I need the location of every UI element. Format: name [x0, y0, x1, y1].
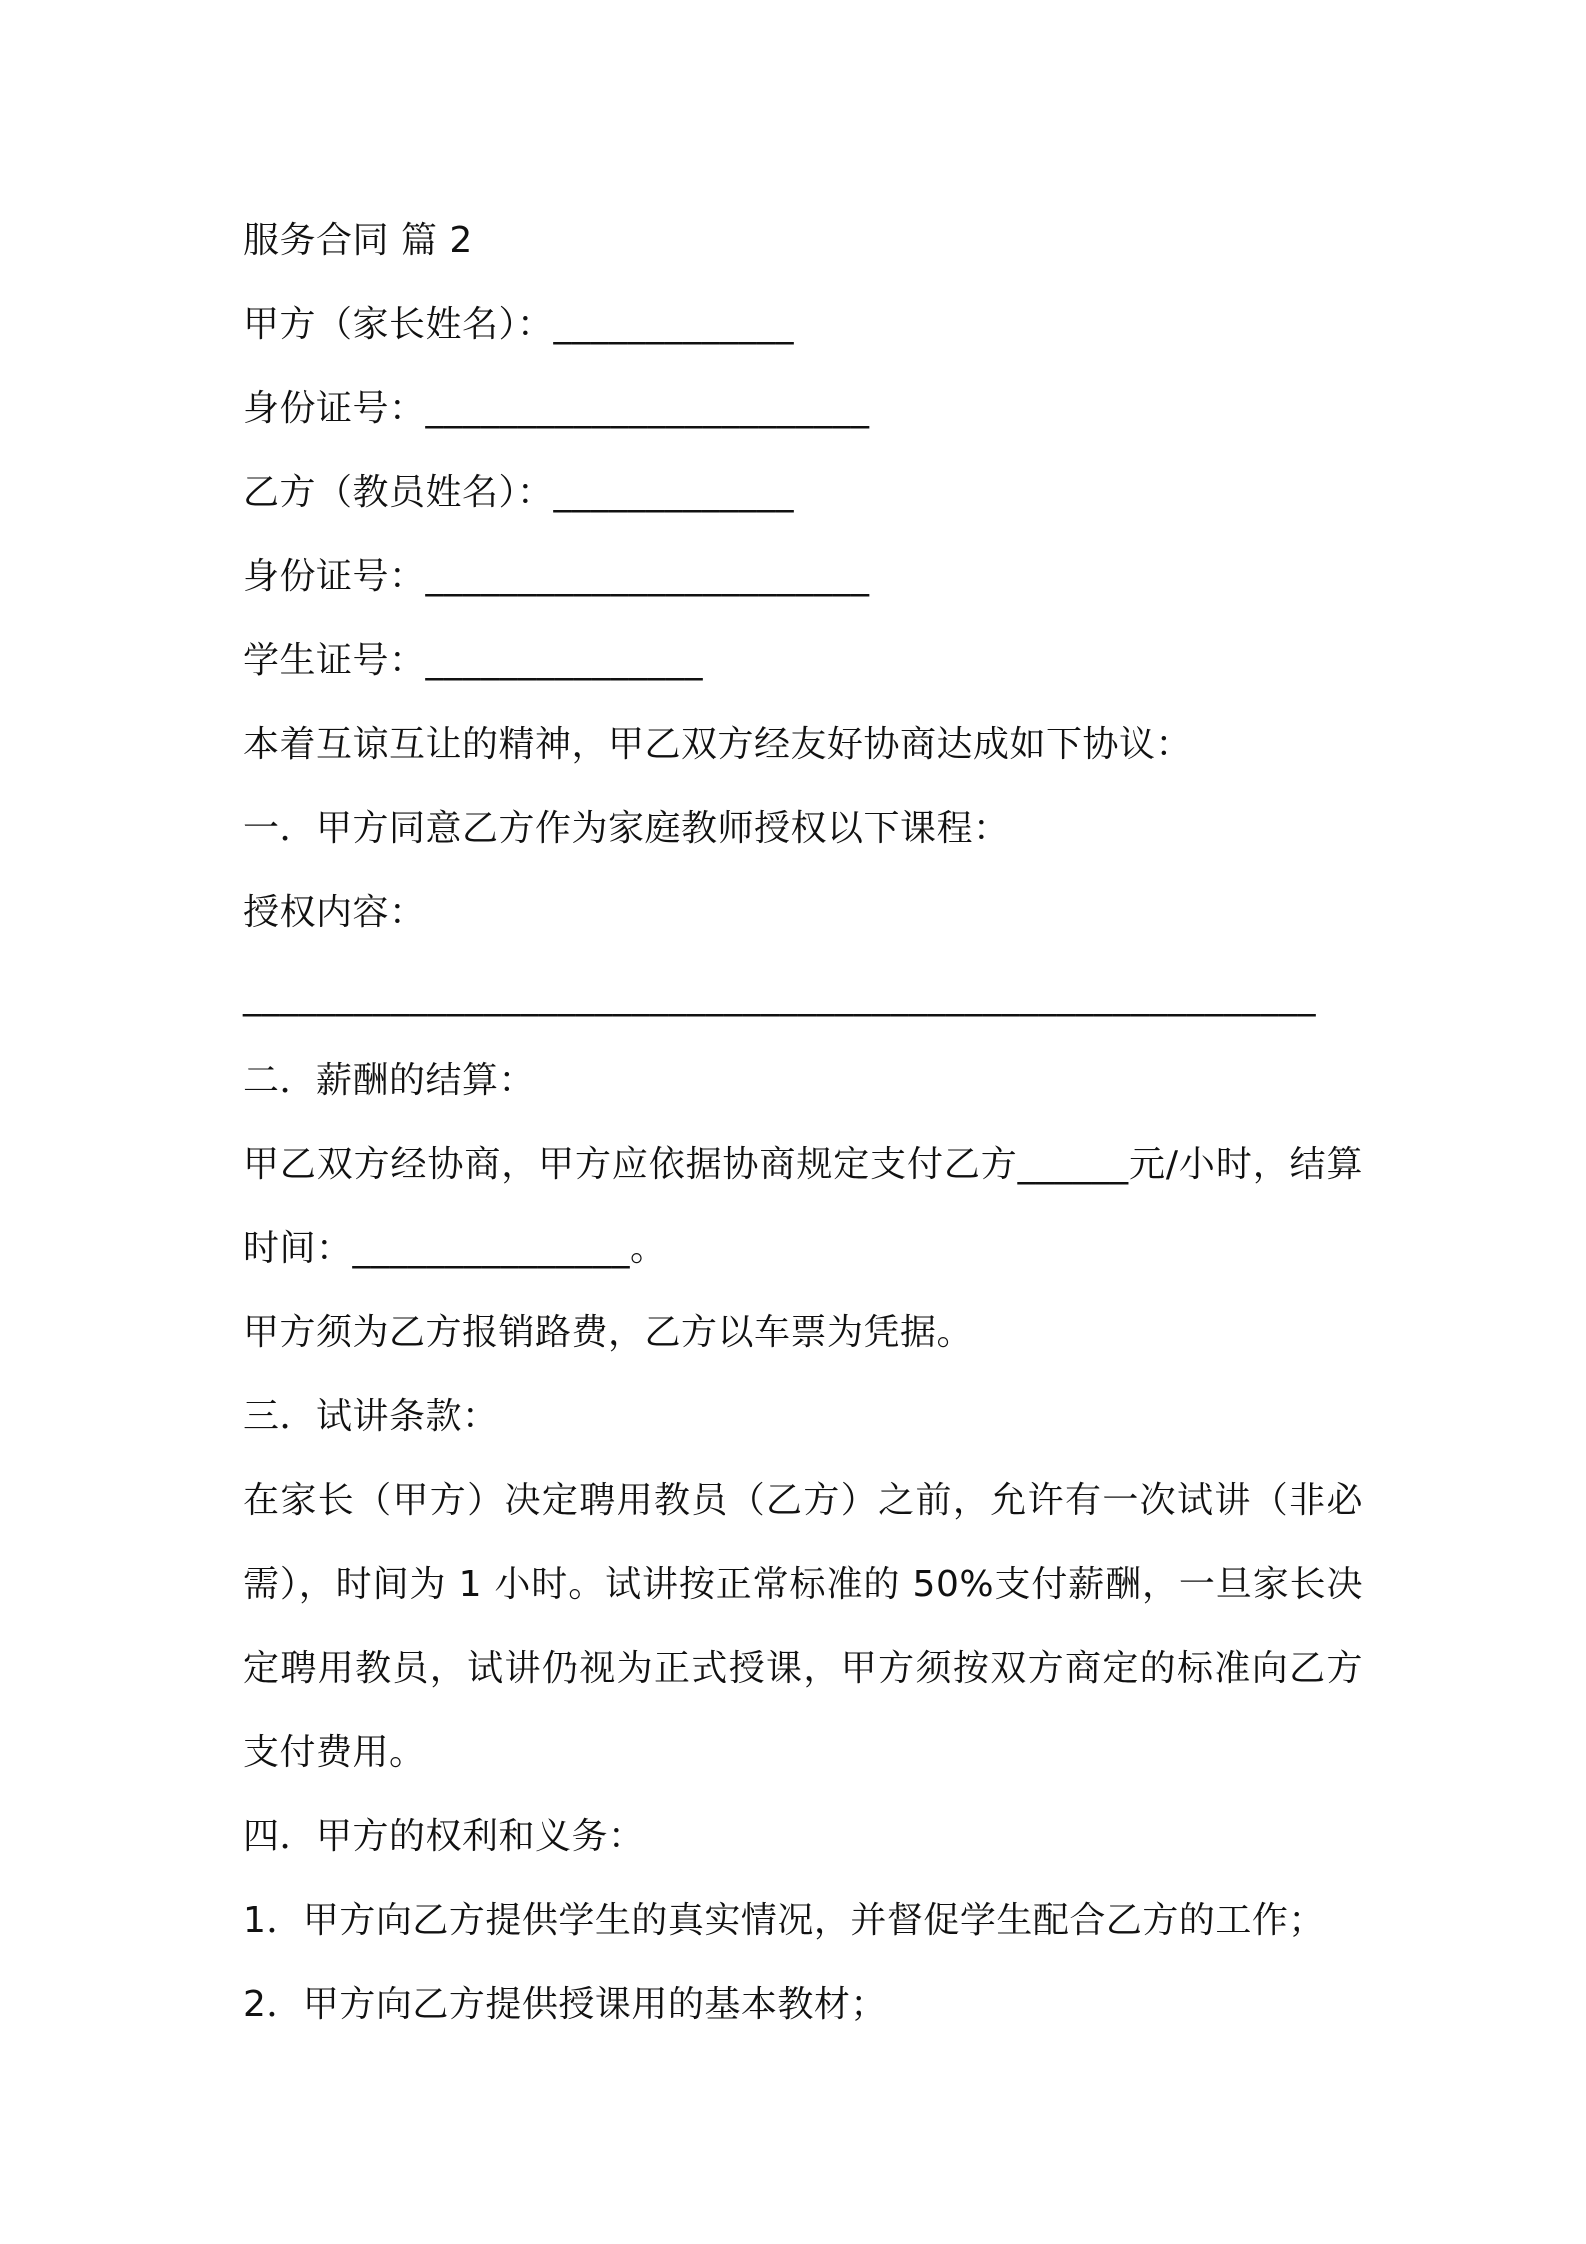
section4-heading: 四．甲方的权利和义务： — [243, 1816, 645, 1857]
section2-paragraph-2: 甲方须为乙方报销路费，乙方以车票为凭据。 — [243, 1312, 974, 1353]
section1-heading: 一．甲方同意乙方作为家庭教师授权以下课程： — [243, 808, 1010, 849]
intro-text: 本着互谅互让的精神，甲乙双方经友好协商达成如下协议： — [243, 724, 1193, 765]
section4-item-2: 2．甲方向乙方提供授课用的基本教材； — [243, 1984, 887, 2025]
party-b-id-field: 身份证号：________________________ — [243, 556, 870, 597]
student-id-field: 学生证号：_______________ — [243, 640, 704, 681]
party-b-name-field: 乙方（教员姓名）：_____________ — [243, 472, 795, 513]
document-body — [243, 199, 1363, 2047]
section1-label: 授权内容： — [243, 892, 426, 933]
section4-item-1: 1．甲方向乙方提供学生的真实情况，并督促学生配合乙方的工作； — [243, 1900, 1325, 1941]
section3-paragraph-1: 在家长（甲方）决定聘用教员（乙方）之前，允许有一次试讲（非必需），时间为 1 小时。试讲按正常标准的 50%支付薪酬，一旦家长决定聘用教员，试讲仍视为正式授课，甲方须按双方商定的标准向乙方支付费用。 — [243, 1480, 1363, 1773]
party-a-name-field: 甲方（家长姓名）：_____________ — [243, 304, 795, 345]
section1-blank-line: __________________________________________________________ — [243, 976, 1316, 1017]
section2-heading: 二．薪酬的结算： — [243, 1060, 536, 1101]
section3-heading: 三．试讲条款： — [243, 1396, 499, 1437]
section2-paragraph-1: 甲乙双方经协商，甲方应依据协商规定支付乙方______元/小时，结算时间：_______________。 — [243, 1144, 1363, 1269]
document-title: 服务合同 篇 2 — [243, 220, 473, 261]
party-a-id-field: 身份证号：________________________ — [243, 388, 870, 429]
